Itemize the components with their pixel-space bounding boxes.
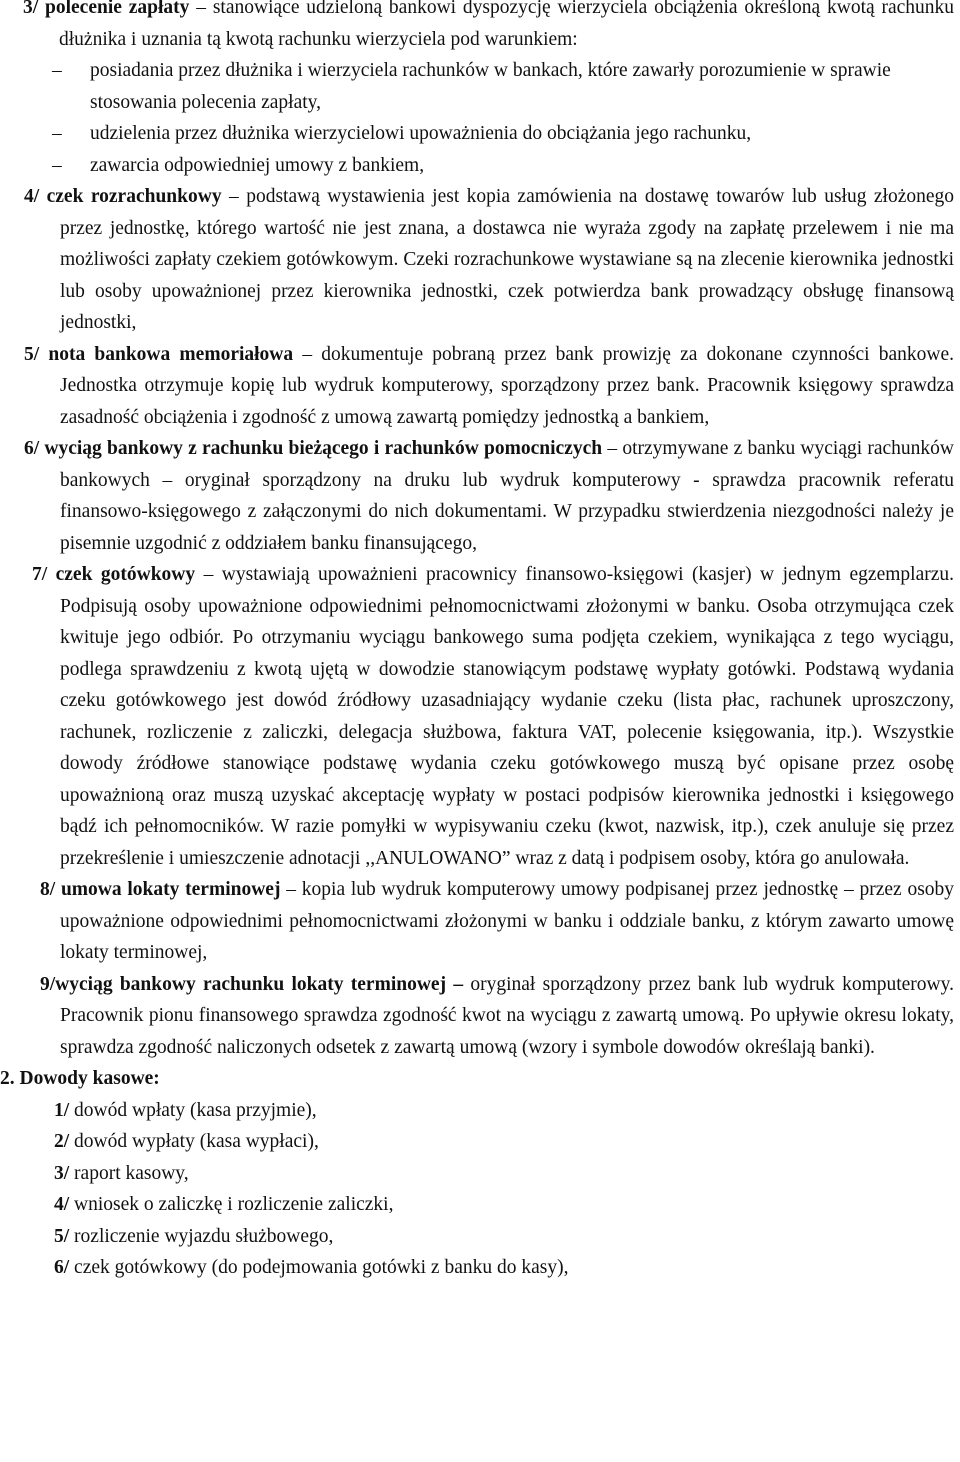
item-term: wyciąg bankowy rachunku lokaty terminowej (55, 973, 447, 995)
dash-separator: – (302, 343, 313, 365)
item-term: polecenie zapłaty (45, 0, 190, 18)
dash-bullet: – (52, 60, 62, 81)
condition-text: zawarcia odpowiedniej umowy z bankiem, (90, 154, 425, 176)
item-number: 9/ (40, 973, 56, 995)
list-text: dowód wypłaty (kasa wypłaci), (74, 1131, 319, 1152)
dash-separator: – (453, 973, 464, 995)
item-number: 8/ (40, 879, 56, 900)
item-text: podstawą wystawienia jest kopia zamówienia na dostawę towarów lub usług złożonego przez jednostkę, którego wartość nie jest znana, a dostawca nie wyraża zgody na zapłatę przelewem i nie ma możliwości zapłaty czekiem gotówkowym. Czeki rozrachunkowe wystawiane są na zlecenie kierownika jednostki lub osoby upoważnionej przez kierownika jednostki, czek potwierdza bank prowadzący obsługę finansową jednostki, (60, 186, 955, 333)
list-item (54, 1095, 960, 1127)
list-number: 2/ (54, 1131, 70, 1152)
dash-bullet: – (52, 123, 62, 144)
item-umowa-lokaty (0, 874, 960, 969)
item-text: kopia lub wydruk komputerowy umowy podpisanej przez jednostkę – przez osoby upoważnione odpowiednimi pełnomocnictwami złożonymi w banku i oddziale banku, z którym zawarto umowę lokaty terminowej, (60, 879, 955, 963)
list-text: wniosek o zaliczkę i rozliczenie zaliczki, (74, 1194, 394, 1215)
condition-item (0, 150, 960, 182)
item-number: 5/ (24, 343, 40, 365)
item-paragraph (40, 874, 955, 969)
item-polecenie-zaplaty (0, 0, 960, 55)
item-number: 3/ (23, 0, 39, 18)
section-heading: 2. Dowody kasowe: (0, 1068, 160, 1089)
item-term: czek gotówkowy (55, 564, 196, 585)
item-term: wyciąg bankowy z rachunku bieżącego i rachunków pomocniczych (44, 438, 603, 459)
item-paragraph (24, 433, 955, 559)
item-paragraph (23, 0, 955, 55)
list-number: 4/ (54, 1194, 70, 1215)
item-paragraph (32, 559, 954, 874)
item-term: umowa lokaty terminowej (60, 879, 281, 900)
dash-bullet: – (52, 154, 62, 176)
condition-item (0, 55, 960, 118)
item-text: dokumentuje pobraną przez bank prowizję za dokonane czynności bankowe. Jednostka otrzymuje kopię lub wydruk komputerowy, sporządzony przez bank. Pracownik księgowy sprawdza zasadność obciążenia i zgodność z umową zawartą pomiędzy jednostką a bankiem, (60, 343, 955, 428)
item-text: oryginał sporządzony przez bank lub wydruk komputerowy. Pracownik pionu finansowego sprawdza zgodność kwot na wyciągu z zawartą umową. Po upływie okresu lokaty, sprawdza zgodność naliczonych odsetek z zawartą umową (wzory i symbole dowodów określają banki). (60, 973, 954, 1058)
item-text: stanowiące udzieloną bankowi dyspozycję wierzyciela obciążenia określoną kwotą rachunku dłużnika i uznania tą kwotą rachunku wierzyciela pod warunkiem: (59, 0, 955, 50)
list-item (54, 1252, 960, 1284)
dash-separator: – (203, 564, 214, 585)
condition-text: udzielenia przez dłużnika wierzycielowi upoważnienia do obciążania jego rachunku, (90, 123, 752, 144)
item-text: otrzymywane z banku wyciągi rachunków bankowych – oryginał sporządzony na druku lub wydruk komputerowy - sprawdza pracownik referatu finansowo-księgowego z załączonymi do nich dokumentami. W przypadku stwierdzenia niezgodności należy je pisemnie uzgodnić z oddziałem banku finansującego, (60, 438, 955, 554)
condition-item (0, 118, 960, 150)
item-number: 6/ (24, 438, 40, 459)
item-term: nota bankowa memoriałowa (48, 343, 294, 365)
item-paragraph (40, 969, 954, 1064)
list-number: 3/ (54, 1162, 70, 1184)
item-number: 7/ (32, 564, 48, 585)
cash-documents-list (0, 1095, 960, 1284)
item-paragraph (24, 339, 955, 434)
list-item (54, 1189, 960, 1221)
item-number: 4/ (24, 186, 40, 207)
item-paragraph (24, 181, 955, 339)
dash-separator: – (229, 186, 239, 207)
item-nota-bankowa (0, 339, 960, 434)
item-czek-gotowkowy (0, 559, 960, 874)
condition-text: posiadania przez dłużnika i wierzyciela rachunków w bankach, które zawarły porozumienie w sprawie stosowania polecenia zapłaty, (90, 60, 891, 113)
list-item (54, 1126, 960, 1158)
item-wyciag-lokaty (0, 969, 960, 1064)
dash-separator: – (286, 879, 296, 900)
dash-separator: – (196, 0, 206, 18)
list-number: 5/ (54, 1225, 70, 1247)
list-text: dowód wpłaty (kasa przyjmie), (74, 1099, 317, 1121)
list-text: rozliczenie wyjazdu służbowego, (74, 1225, 334, 1247)
item-wyciag-bankowy (0, 433, 960, 559)
item-term: czek rozrachunkowy (46, 186, 222, 207)
list-item (54, 1158, 960, 1190)
dash-separator: – (607, 438, 618, 459)
list-item (54, 1221, 960, 1253)
list-number: 6/ (54, 1257, 70, 1278)
list-text: raport kasowy, (74, 1162, 189, 1184)
item-text: wystawiają upoważnieni pracownicy finansowo-księgowi (kasjer) w jednym egzemplarzu. Podpisują osoby upoważnione odpowiednimi pełnomocnictwami złożonymi w banku. Osoba otrzymująca czek kwituje jego odbiór. Po otrzymaniu wyciągu bankowego suma podjęta czekiem, wynikająca z tego wyciągu, podlega sprawdzeniu z kwotą ujętą w dowodzie stanowiącym podstawę wypłaty gotówki. Podstawą wydania czeku gotówkowego jest dowód źródłowy uzasadniający wydanie czeku (lista płac, rachunek uproszczony, rachunek, rozliczenie z zaliczki, delegacja służbowa, faktura VAT, polecenie księgowania, itp.). Wszystkie dowody źródłowe stanowiące podstawę wydania czeku gotówkowego muszą być opisane przez osobę upoważnioną oraz muszą uzyskać akceptację wypłaty w postaci podpisów kierownika jednostki i księgowego bądź ich pełnomocników. W razie pomyłki w wypisywaniu czeku (kwot, nazwisk, itp.), czek anuluje się przez przekreślenie i umieszczenie adnotacji ,,ANULOWANO” wraz z datą i podpisem osoby, która go anulowała. (60, 564, 954, 869)
list-number: 1/ (54, 1099, 70, 1121)
item-czek-rozrachunkowy (0, 181, 960, 339)
list-text: czek gotówkowy (do podejmowania gotówki z banku do kasy), (74, 1257, 569, 1278)
